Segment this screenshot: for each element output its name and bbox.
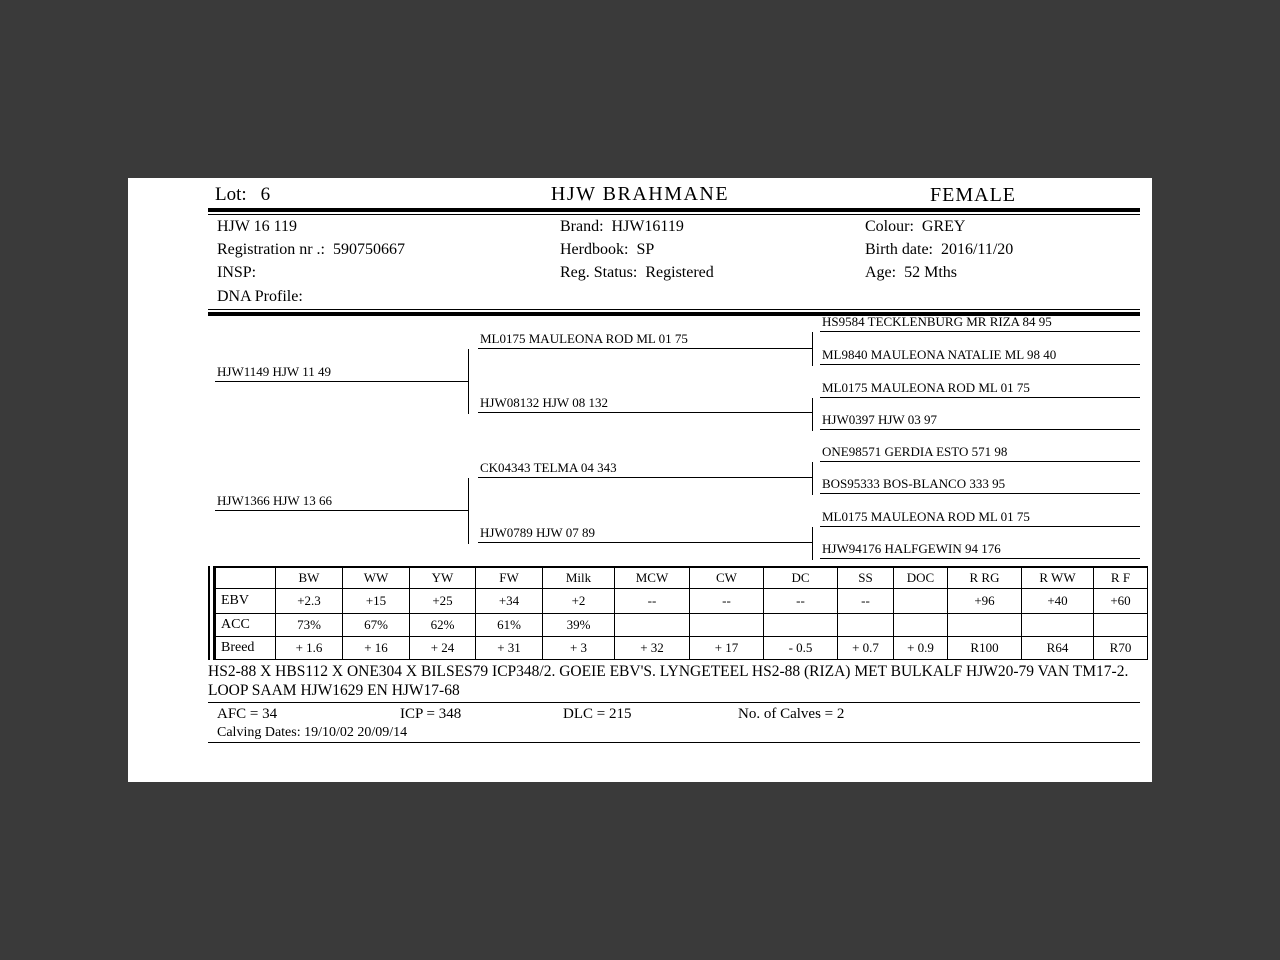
pedigree-bracket <box>812 332 813 366</box>
colour-field <box>865 218 965 236</box>
herdbook-value: SP <box>636 241 655 258</box>
ebv-cell: +2.3 <box>276 588 343 613</box>
stat-calves: No. of Calves = 2 <box>738 706 845 722</box>
brand-value: HJW16119 <box>611 218 684 235</box>
pedigree-bracket <box>812 462 813 495</box>
ebv-cell: 67% <box>343 613 410 636</box>
ebv-col-header: SS <box>838 567 894 588</box>
pedigree-gen3-entry: HS9584 TECKLENBURG MR RIZA 84 95 <box>820 314 1140 332</box>
reg-status-value: Registered <box>645 264 714 281</box>
dna-profile-field: DNA Profile: <box>217 288 303 305</box>
ebv-col-header: R RG <box>948 567 1022 588</box>
ebv-col-header: DC <box>764 567 838 588</box>
ebv-cell <box>838 613 894 636</box>
ebv-header-row <box>216 567 1148 588</box>
pedigree-gen3-entry: HJW0397 HJW 03 97 <box>820 412 1140 430</box>
pedigree-gen3-entry: BOS95333 BOS-BLANCO 333 95 <box>820 476 1140 494</box>
stat-afc: AFC = 34 <box>217 706 278 722</box>
lot-label: Lot: <box>215 184 247 205</box>
pedigree-bracket <box>812 527 813 560</box>
pedigree-gen2-entry: ML0175 MAULEONA ROD ML 01 75 <box>478 331 812 349</box>
pedigree-sire: HJW1149 HJW 11 49 <box>215 364 468 382</box>
ebv-row-label: Breed <box>216 636 276 659</box>
age-label: Age: <box>865 264 897 281</box>
ebv-cell: +40 <box>1022 588 1094 613</box>
notes-text: HS2-88 X HBS112 X ONE304 X BILSES79 ICP348/2. GOEIE EBV'S. LYNGETEEL HS2-88 (RIZA) MET BULKALF HJW20-79 VAN TM17-2. LOOP SAAM HJW1629 EN HJW17-68 <box>208 663 1129 699</box>
ebv-cell: -- <box>764 588 838 613</box>
stat-dlc: DLC = 215 <box>563 706 632 722</box>
ebv-cell: R100 <box>948 636 1022 659</box>
herdbook-label: Herdbook: <box>560 241 629 258</box>
ebv-cell <box>1022 613 1094 636</box>
registration-label: Registration nr .: <box>217 241 325 258</box>
birth-date-label: Birth date: <box>865 241 933 258</box>
ebv-corner-cell <box>216 567 276 588</box>
pedigree-gen2-entry: CK04343 TELMA 04 343 <box>478 460 812 478</box>
birth-date-field <box>865 241 1013 259</box>
ebv-cell: + 0.9 <box>894 636 948 659</box>
pedigree-gen3-entry: ML9840 MAULEONA NATALIE ML 98 40 <box>820 347 1140 365</box>
registration-value: 590750667 <box>332 241 405 258</box>
ebv-col-header: R WW <box>1022 567 1094 588</box>
ebv-cell: R64 <box>1022 636 1094 659</box>
ebv-col-header: MCW <box>615 567 690 588</box>
notes-divider <box>208 702 1140 703</box>
ebv-cell: 62% <box>410 613 476 636</box>
pedigree-gen3-entry: ML0175 MAULEONA ROD ML 01 75 <box>820 509 1140 527</box>
pedigree-gen2-entry: HJW08132 HJW 08 132 <box>478 395 812 413</box>
pedigree-bracket <box>468 349 469 414</box>
ebv-cell <box>615 613 690 636</box>
breed-values-row <box>216 636 1148 659</box>
herdbook-field <box>560 241 654 259</box>
catalog-page <box>128 178 1152 782</box>
ebv-cell: -- <box>615 588 690 613</box>
stat-icp: ICP = 348 <box>400 706 462 722</box>
brand-label: Brand: <box>560 218 604 235</box>
pedigree-gen3-entry: ML0175 MAULEONA ROD ML 01 75 <box>820 380 1140 398</box>
pedigree-gen3-entry: HJW94176 HALFGEWIN 94 176 <box>820 541 1140 559</box>
insp-field: INSP: <box>217 264 257 281</box>
calving-dates: Calving Dates: 19/10/02 20/09/14 <box>217 725 408 740</box>
lot-number: 6 <box>260 184 271 205</box>
ebv-cell: + 1.6 <box>276 636 343 659</box>
ebv-cell: +96 <box>948 588 1022 613</box>
ebv-col-header: FW <box>476 567 543 588</box>
ebv-cell: + 17 <box>690 636 764 659</box>
age-field <box>865 264 957 282</box>
ebv-cell <box>894 613 948 636</box>
ebv-cell: - 0.5 <box>764 636 838 659</box>
ebv-col-header: R F <box>1094 567 1148 588</box>
ebv-cell: + 32 <box>615 636 690 659</box>
ebv-cell: +34 <box>476 588 543 613</box>
animal-id: HJW 16 119 <box>217 218 297 235</box>
ebv-col-header: Milk <box>543 567 615 588</box>
sex-label: FEMALE <box>930 184 1016 206</box>
animal-name-title: HJW BRAHMANE <box>550 183 730 205</box>
colour-label: Colour: <box>865 218 914 235</box>
ebv-cell: 73% <box>276 613 343 636</box>
ebv-table-wrapper <box>208 566 1147 660</box>
colour-value: GREY <box>921 218 966 235</box>
pedigree-bracket <box>812 398 813 431</box>
ebv-col-header: WW <box>343 567 410 588</box>
pedigree-gen2-entry: HJW0789 HJW 07 89 <box>478 525 812 543</box>
ebv-col-header: CW <box>690 567 764 588</box>
pedigree-bracket <box>468 478 469 544</box>
ebv-cell: +15 <box>343 588 410 613</box>
ebv-cell: + 16 <box>343 636 410 659</box>
reg-status-field <box>560 264 714 282</box>
ebv-cell <box>764 613 838 636</box>
ebv-cell: +60 <box>1094 588 1148 613</box>
ebv-cell: +2 <box>543 588 615 613</box>
acc-values-row <box>216 613 1148 636</box>
ebv-cell: R70 <box>1094 636 1148 659</box>
ebv-cell: -- <box>690 588 764 613</box>
ebv-values-row <box>216 588 1148 613</box>
ebv-cell: 39% <box>543 613 615 636</box>
age-value: 52 Mths <box>904 264 958 281</box>
ebv-cell: -- <box>838 588 894 613</box>
ebv-table <box>215 566 1148 660</box>
ebv-cell: + 3 <box>543 636 615 659</box>
ebv-cell: + 24 <box>410 636 476 659</box>
pedigree-gen3-entry: ONE98571 GERDIA ESTO 571 98 <box>820 444 1140 462</box>
reg-status-label: Reg. Status: <box>560 264 638 281</box>
brand-field <box>560 218 684 236</box>
ebv-cell: + 31 <box>476 636 543 659</box>
ebv-col-header: BW <box>276 567 343 588</box>
ebv-col-header: DOC <box>894 567 948 588</box>
ebv-cell: + 0.7 <box>838 636 894 659</box>
registration-field <box>217 241 405 259</box>
ebv-cell <box>948 613 1022 636</box>
birth-date-value: 2016/11/20 <box>940 241 1014 258</box>
ebv-col-header: YW <box>410 567 476 588</box>
ebv-cell: +25 <box>410 588 476 613</box>
ebv-cell <box>690 613 764 636</box>
footer-divider <box>208 742 1140 743</box>
ebv-cell <box>894 588 948 613</box>
ebv-cell: 61% <box>476 613 543 636</box>
ebv-cell <box>1094 613 1148 636</box>
header-divider <box>208 208 1140 215</box>
ebv-row-label: ACC <box>216 613 276 636</box>
ebv-row-label: EBV <box>216 588 276 613</box>
pedigree-dam: HJW1366 HJW 13 66 <box>215 493 468 511</box>
